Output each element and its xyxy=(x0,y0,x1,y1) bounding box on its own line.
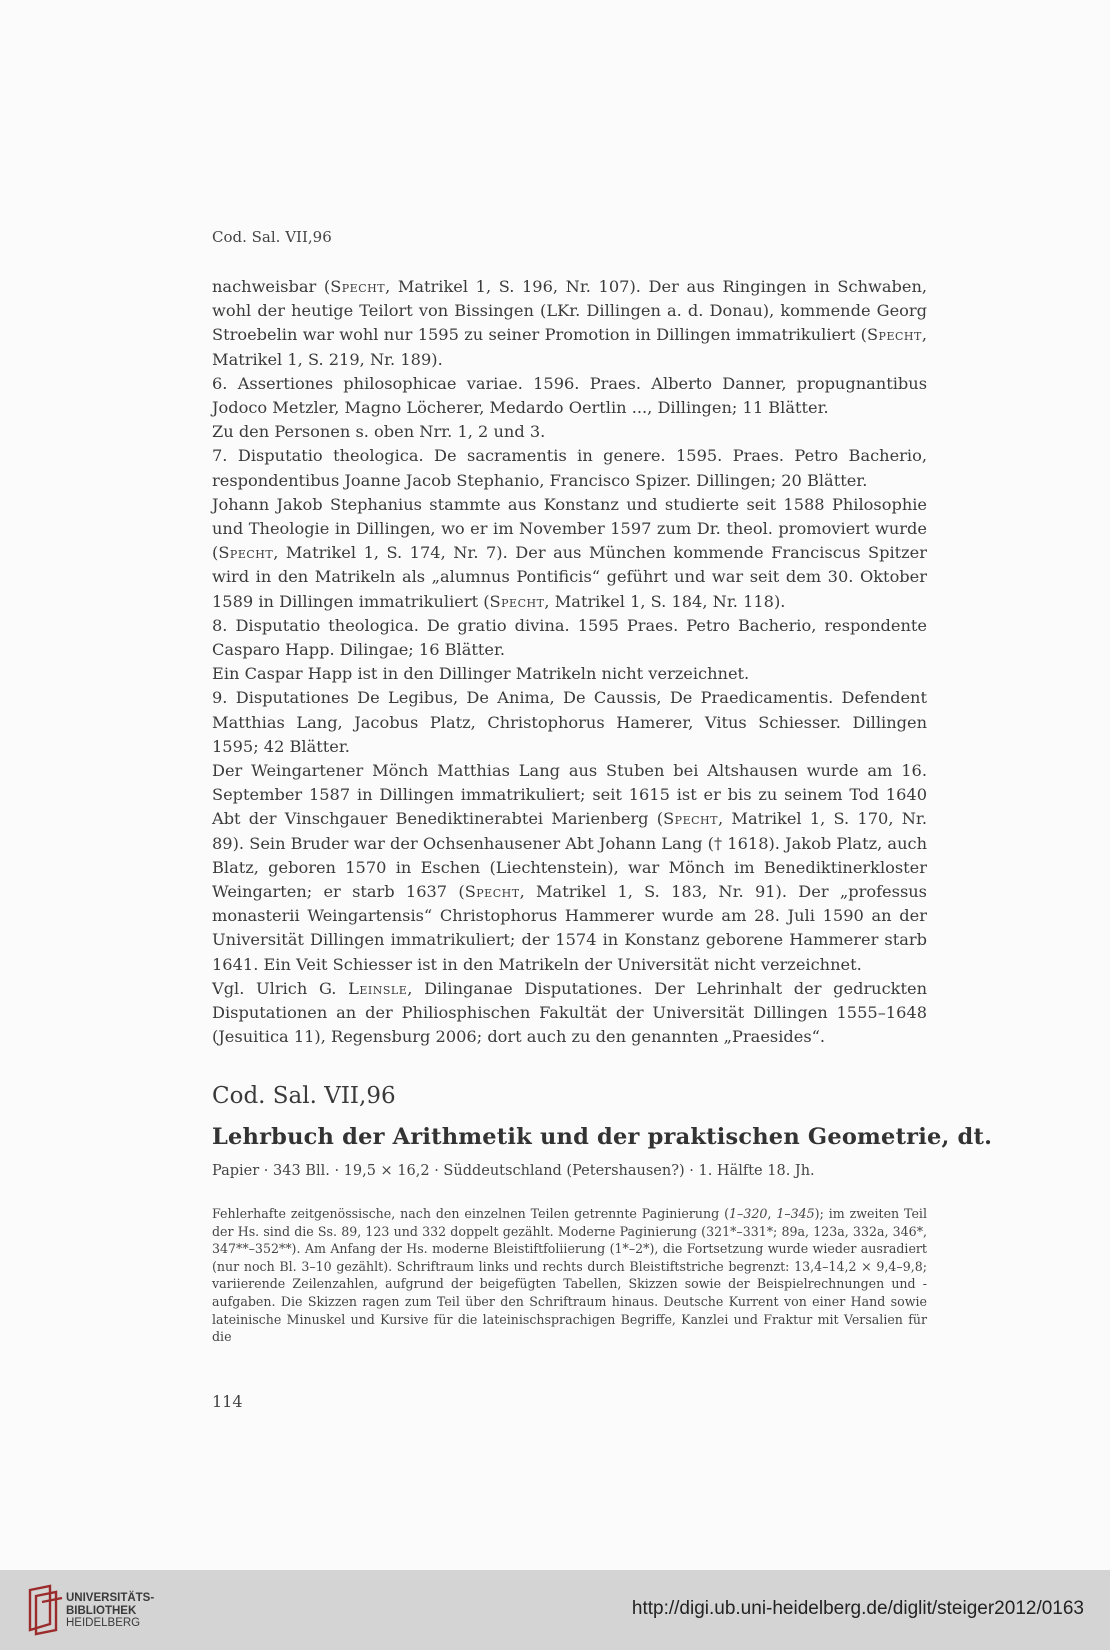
body-paragraph xyxy=(212,759,927,977)
body-paragraph xyxy=(212,444,927,492)
body-paragraph xyxy=(212,420,927,444)
author-name: Specht xyxy=(218,543,274,563)
text-run: Fehlerhafte zeitgenössische, nach den einzelnen Teilen getrennte Paginierung ( xyxy=(212,1206,730,1221)
text-run: , Matrikel 1, S. 219, Nr. 189). xyxy=(212,325,927,369)
text-run: ); im zweiten Teil der Hs. sind die Ss. 89, 123 und 332 doppelt gezählt. Moderne Paginierung (321*–331*; 89a, 123a, 332a, 346*, 347**–352**). Am Anfang der Hs. moderne Bleistiftfoliierung (1*–2*), die Fortsetzung wurde wieder ausradiert (nur noch Bl. 3–10 gezählt). Schriftraum links und rechts durch Bleistiftstriche begrenzt: 13,4–14,2 × 9,4–9,8; variierende Zeilenzahlen, aufgrund der beigefügten Tabellen, Skizzen sowie der Beispielrechnungen und -aufgaben. Die Skizzen ragen zum Teil über den Schriftraum hinaus. Deutsche Kurrent von einer Hand sowie lateinische Minuskel und Kursive für die lateinischsprachigen Begriffe, Kanzlei und Fraktur mit Versalien für die xyxy=(212,1206,927,1345)
text-run: Johann Jakob Stephanius stammte aus Konstanz und studierte seit 1588 Philosophie und Theologie in Dillingen, wo er im November 1597 zum Dr. theol. promoviert wurde ( xyxy=(212,494,927,563)
text-run: , Matrikel 1, S. 183, Nr. 91). Der „professus monasterii Weingartensis“ Christophorus Hammerer wurde am 28. Juli 1590 an der Universität Dillingen immatrikuliert; der 1574 in Konstanz geborene Hammerer starb 1641. Ein Veit Schiesser ist in den Matrikeln der Universität nicht verzeichnet. xyxy=(212,882,927,974)
body-text xyxy=(212,275,927,1050)
text-run: Der Weingartener Mönch Matthias Lang aus Stuben bei Altshausen wurde am 16. September 1587 in Dillingen immatrikuliert; seit 1615 ist er bis zu seinem Tod 1640 Abt der Vinschgauer Benediktinerabtei Marienberg ( xyxy=(212,761,927,829)
text-run: , Matrikel 1, S. 174, Nr. 7). Der aus München kommende Franciscus Spitzer wird in den Matrikeln als „alumnus Pontificis“ geführt und war seit dem 30. Oktober 1589 in Dillingen immatrikuliert ( xyxy=(212,543,927,611)
text-run: Ein Caspar Happ ist in den Dillinger Matrikeln nicht verzeichnet. xyxy=(212,664,750,684)
text-run: nachweisbar ( xyxy=(212,277,331,296)
section-signature: Cod. Sal. VII,96 xyxy=(212,1083,396,1109)
viewer-footer xyxy=(0,1570,1110,1650)
text-run: 7. Disputatio theologica. De sacramentis in genere. 1595. Praes. Petro Bacherio, respondentibus Joanne Jacob Stephanio, Francisco Spizer. Dillingen; 20 Blätter. xyxy=(212,446,927,490)
page-range: 1–345 xyxy=(776,1206,815,1221)
body-paragraph xyxy=(212,275,927,372)
author-name: Specht xyxy=(464,882,520,902)
codex-description xyxy=(212,1205,927,1346)
library-name-line: HEIDELBERG xyxy=(66,1617,141,1629)
library-logo-icon[interactable] xyxy=(26,1584,66,1636)
body-paragraph xyxy=(212,372,927,420)
library-name-line: UNIVERSITÄTS- xyxy=(66,1592,155,1604)
text-run: , Matrikel 1, S. 184, Nr. 118). xyxy=(544,591,786,611)
library-name-line: BIBLIOTHEK xyxy=(66,1604,137,1617)
library-name[interactable] xyxy=(66,1592,154,1630)
text-run: Zu den Personen s. oben Nrr. 1, 2 und 3. xyxy=(212,422,546,442)
text-run: Vgl. Ulrich G. xyxy=(212,978,349,998)
page-range: 1–320 xyxy=(729,1206,768,1221)
permalink-url[interactable]: http://digi.ub.uni-heidelberg.de/diglit/steiger2012/0163 xyxy=(631,1598,1084,1619)
text-run: , xyxy=(767,1206,777,1221)
section-title: Lehrbuch der Arithmetik und der praktischen Geometrie, dt. xyxy=(212,1124,993,1150)
author-name: Leinsle xyxy=(348,978,408,998)
section-meta: Papier · 343 Bll. · 19,5 × 16,2 · Süddeutschland (Petershausen?) · 1. Hälfte 18. Jh. xyxy=(212,1163,815,1179)
text-run: , Matrikel 1, S. 196, Nr. 107). Der aus Ringingen in Schwaben, wohl der heutige Teilort von Bissingen (LKr. Dillingen a. d. Donau), kommende Georg Stroebelin war wohl nur 1595 zu seiner Promotion in Dillingen immatrikuliert ( xyxy=(212,277,928,345)
author-name: Specht xyxy=(866,325,922,345)
text-run: 9. Disputationes De Legibus, De Anima, De Caussis, De Praedicamentis. Defendent Matthias Lang, Jacobus Platz, Christophorus Hamerer, Vitus Schiesser. Dillingen 1595; 42 Blätter. xyxy=(212,688,927,756)
author-name: Specht xyxy=(663,809,718,829)
body-paragraph xyxy=(212,662,927,686)
running-head: Cod. Sal. VII,96 xyxy=(212,228,332,246)
body-paragraph xyxy=(212,493,927,614)
text-run: , Dilinganae Disputationes. Der Lehrinhalt der gedruckten Disputationen an der Philiosphischen Fakultät der Universität Dillingen 1555–1648 (Jesuitica 11), Regensburg 2006; dort auch zu den genannten „Praesides“. xyxy=(212,978,927,1047)
text-run: , Matrikel 1, S. 170, Nr. 89). Sein Bruder war der Ochsenhausener Abt Johann Lang († 1618). Jakob Platz, auch Blatz, geboren 1570 in Eschen (Liechtenstein), war Mönch im Benediktinerkloster Weingarten; er starb 1637 ( xyxy=(212,809,927,902)
body-paragraph xyxy=(212,614,927,662)
author-name: Specht xyxy=(330,277,386,296)
page-number: 114 xyxy=(212,1392,243,1411)
body-paragraph xyxy=(212,977,927,1050)
text-run: 6. Assertiones philosophicae variae. 1596. Praes. Alberto Danner, propugnantibus Jodoco Metzler, Magno Löcherer, Medardo Oertlin ..., Dillingen; 11 Blätter. xyxy=(212,373,927,418)
text-run: 8. Disputatio theologica. De gratio divina. 1595 Praes. Petro Bacherio, respondente Casparo Happ. Dilingae; 16 Blätter. xyxy=(212,615,927,660)
body-paragraph xyxy=(212,686,927,759)
author-name: Specht xyxy=(489,591,545,611)
